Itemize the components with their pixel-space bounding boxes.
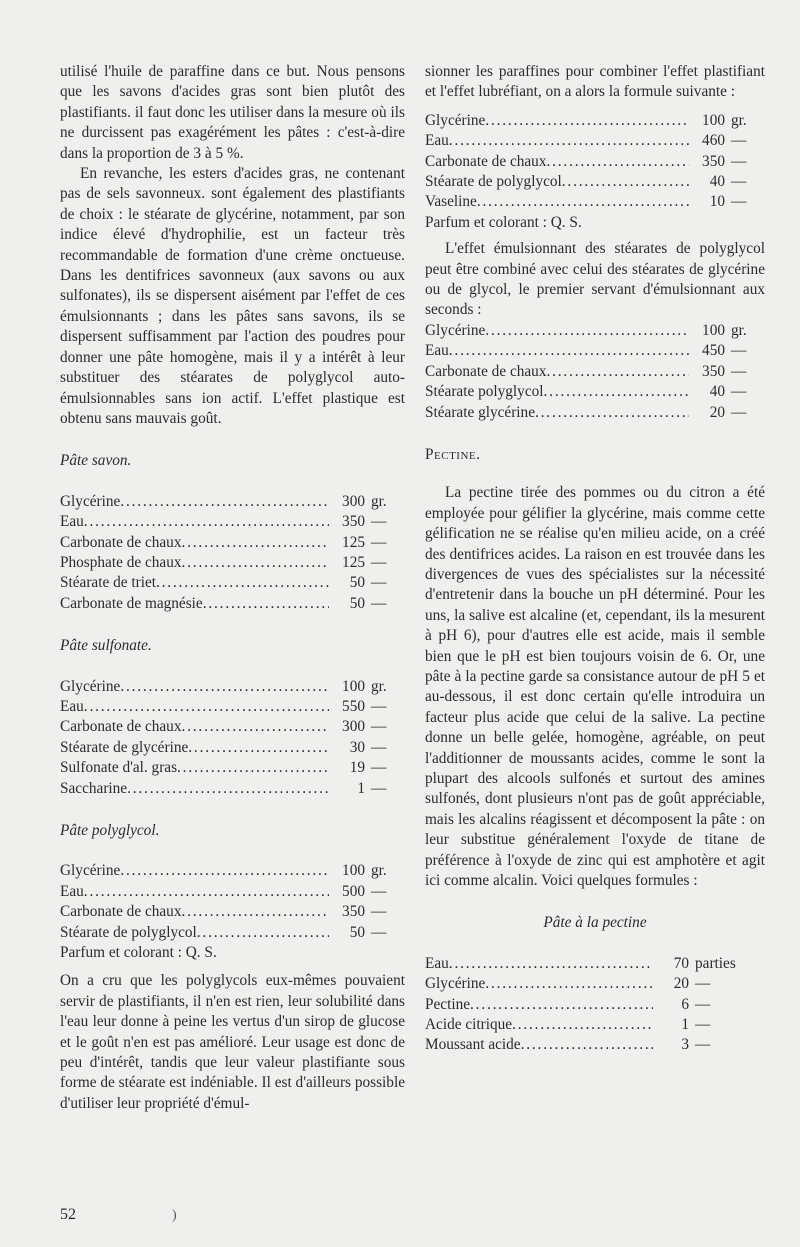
recipe-row: Eau . . . 460 — [425, 131, 765, 151]
recipe-title: Pâte sulfonate. [60, 637, 152, 655]
recipe-title: Pâte savon. [60, 452, 132, 470]
recipe-lubrefiant [425, 111, 765, 233]
page-number: 52 [60, 1206, 76, 1223]
paragraph: On a cru que les polyglycols eux-mêmes pouvaient servir de plastifiants, il n'en est rien, leur solubilité dans l'eau leur donne à peine les vertus d'un sirop de glucose et le goût n'en est pas amélioré. Leur usage est donc de peu d'intérêt, tandis que leur valeur plastifiante sous forme de stéarate est indéniable. Il est d'ailleurs possible d'utiliser leur propriété d'émul- [60, 972, 405, 1112]
recipe-row: Carbonate de chaux . . . 350 — [425, 362, 765, 382]
paragraph: La pectine tirée des pommes ou du citron a été employée pour gélifier la glycérine, mais comme cette gélification ne se réalise qu'en milieu acide, on a créé des dentifrices acides. La raison en est trouvée dans les divergences de vues des spécialistes sur la nécessité d'entretenir dans la bouche un pH déterminé. Pour les uns, la salive est alcaline (et, cependant, ils la mesurent à pH 6), pour d'autres elle est acide, mais il semble bien que le pH est bien toujours voisin de 6. Or, une pâte à la pectine garde sa consistance autour de pH 5 et au-dessous, il est donc certain qu'elle introduira un facteur plus acide que celui de la salive. La pectine donne un belle gelée, homogène, agréable, on peut l'additionner de moussants acides, comme le sont la plupart des alcools sulfonés et surtout des amines sulfonés, dont plusieurs n'ont pas de goût appréciable, mais les alcalins réagissent et décomposent la pâte : on leur substitue généralement l'oxyde de titane de préférence à l'oxyde de zinc qui est amphotère et agit ici comme alcalin. Voici quelques formules : [425, 484, 765, 890]
recipe-row: Eau . . . 70 parties [425, 954, 765, 974]
paragraph: L'effet émulsionnant des stéarates de polyglycol peut être combiné avec celui des stéarates de glycérine ou de glycol, le premier servant d'émulsionnant aux seconds : [425, 240, 765, 319]
recipe-row: Vaseline . . . 10 — [425, 192, 765, 212]
paragraph: sionner les paraffines pour combiner l'effet plastifiant et l'effet lubréfiant, on a alors la formule suivante : [425, 63, 765, 101]
recipe-row: Eau . . . 450 — [425, 341, 765, 361]
recipe-note: Parfum et colorant : Q. S. [60, 944, 217, 962]
right-column [425, 62, 765, 1056]
recipe-row: Carbonate de chaux . . . 350 — [425, 152, 765, 172]
recipe-title: Pâte à la pectine [543, 914, 647, 932]
recipe-row: Stéarate de glycérine . . . 30 — [60, 738, 405, 758]
recipe-row: Sulfonate d'al. gras . . . 19 — [60, 758, 405, 778]
recipe-row: Saccharine . . . 1 — [60, 779, 405, 799]
recipe-row: Stéarate glycérine . . . 20 — [425, 403, 765, 423]
recipe-row: Carbonate de chaux . . . 125 — [60, 533, 405, 553]
recipe-row: Glycérine . . . 100 gr. [425, 321, 765, 341]
recipe-row: Stéarate polyglycol . . . 40 — [425, 382, 765, 402]
recipe-row: Glycérine . . . 100 gr. [60, 861, 405, 881]
recipe-row: Glycérine . . . 100 gr. [60, 677, 405, 697]
recipe-emulsion [425, 321, 765, 423]
recipe-row: Glycérine . . . 100 gr. [425, 111, 765, 131]
recipe-row: Eau . . . 350 — [60, 512, 405, 532]
recipe-pectine [425, 954, 765, 1056]
recipe-row: Eau . . . 500 — [60, 882, 405, 902]
recipe-title: Pâte polyglycol. [60, 822, 160, 839]
recipe-row: Pectine . . . 6 — [425, 995, 765, 1015]
recipe-row: Carbonate de magnésie . . . 50 — [60, 594, 405, 614]
recipe-row: Moussant acide . . . 3 — [425, 1035, 765, 1055]
recipe-row: Carbonate de chaux . . . 300 — [60, 717, 405, 737]
recipe-row: Acide citrique . . . 1 — [425, 1015, 765, 1035]
left-column [60, 62, 405, 1114]
recipe-row: Carbonate de chaux . . . 350 — [60, 902, 405, 922]
recipe-row: Glycérine . . . 20 — [425, 974, 765, 994]
recipe-polyglycol [60, 861, 405, 963]
recipe-row: Stéarate de triet . . . 50 — [60, 573, 405, 593]
paragraph: En revanche, les esters d'acides gras, ne contenant pas de sels savonneux. sont également des plastifiants de choix : le stéarate de glycérine, notamment, par son indice élevé d'hydrophilie, est un facteur très recommandable de formation d'une crème onctueuse. Dans les dentifrices savonneux (aux savons ou aux sulfonates), ils se dispersent aisément par l'effet de ces émulsionnants ; dans les pâtes sans savons, ils se dispersent suffisamment par l'action des poudres pour donner une pâte homogène, mais il y a intérêt à leur substituer des stéarates de polyglycol auto-émulsionnables sans ion actif. L'effet plastique est obtenu sans mauvais goût. [60, 165, 405, 427]
recipe-row: Phosphate de chaux . . . 125 — [60, 553, 405, 573]
recipe-row: Stéarate de polyglycol . . . 40 — [425, 172, 765, 192]
recipe-row: Glycérine . . . 300 gr. [60, 492, 405, 512]
recipe-sulfonate [60, 677, 405, 799]
section-title: Pectine. [425, 445, 481, 463]
page-mark: ) [172, 1208, 177, 1223]
recipe-savon [60, 492, 405, 614]
recipe-row: Stéarate de polyglycol . . . 50 — [60, 923, 405, 943]
paragraph: utilisé l'huile de paraffine dans ce but. Nous pensons que les savons d'acides gras sont bien plutôt des plastifiants. il faut donc les utiliser dans la mesure où ils ne durcissent pas exagérément les pâtes : c'est-à-dire dans la proportion de 3 à 5 %. [60, 63, 405, 162]
recipe-row: Eau . . . 550 — [60, 697, 405, 717]
recipe-note: Parfum et colorant : Q. S. [425, 213, 582, 231]
